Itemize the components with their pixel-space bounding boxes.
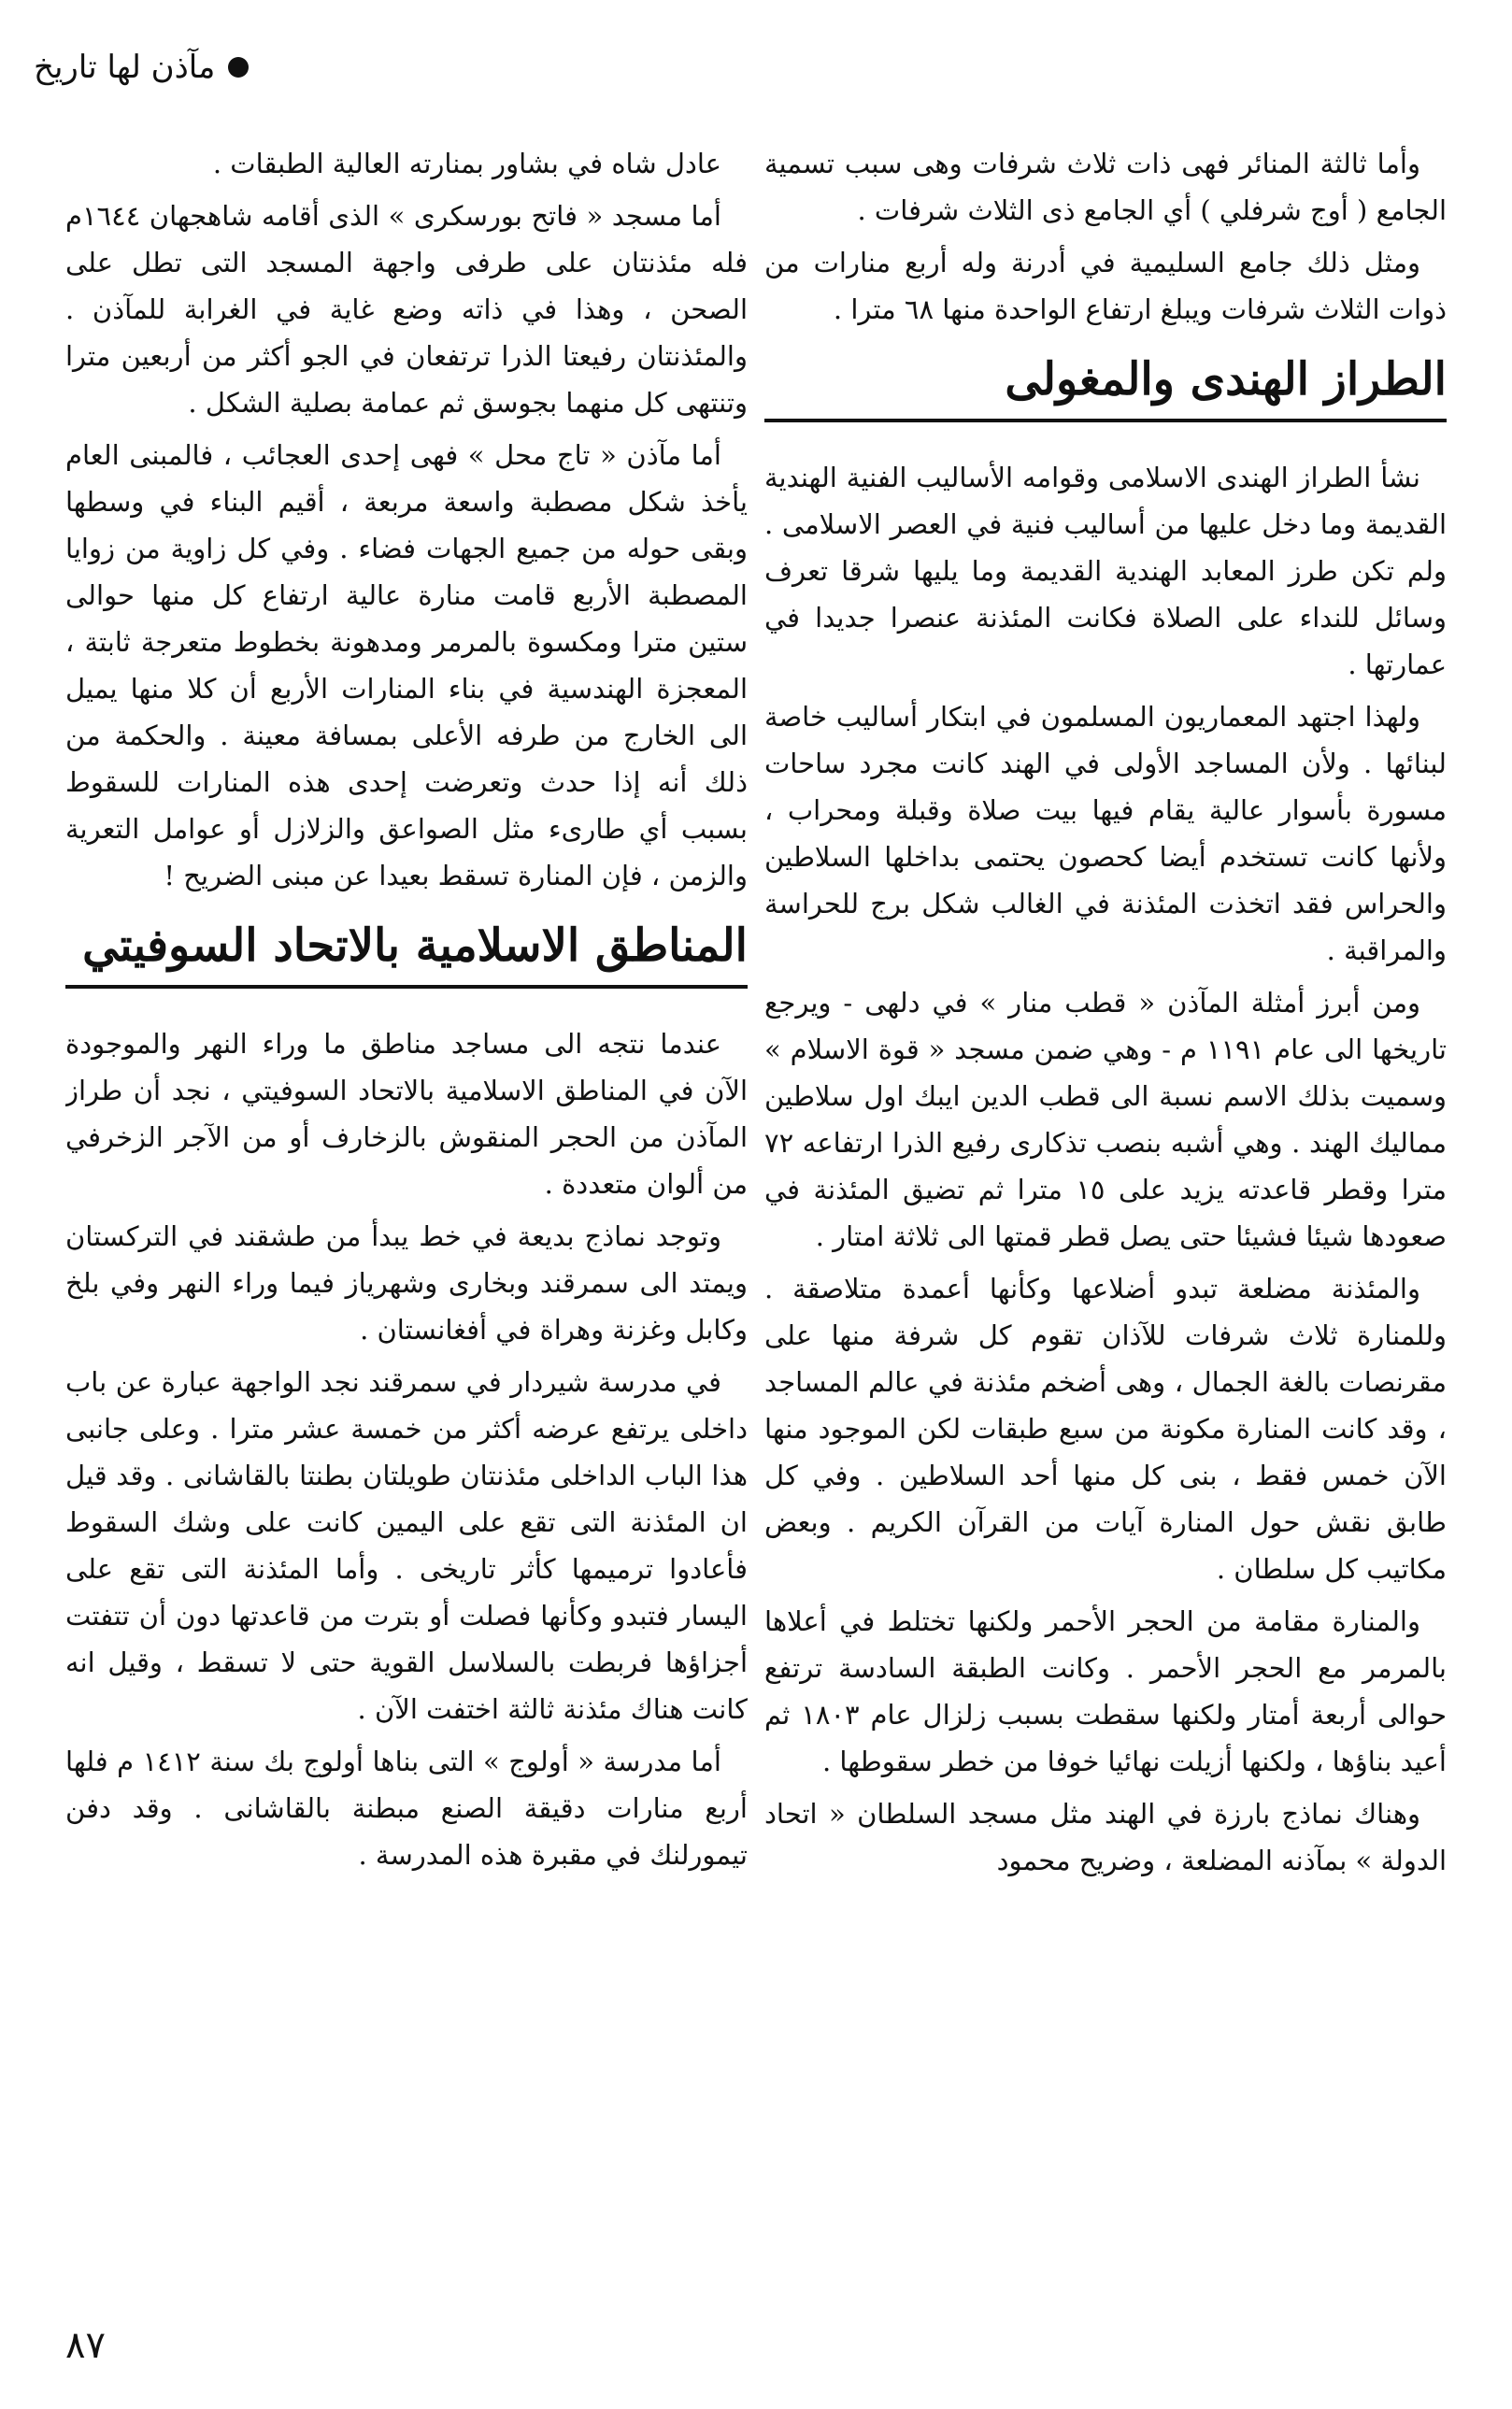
paragraph: وتوجد نماذج بديعة في خط يبدأ من طشقند في التركستان ويمتد الى سمرقند وبخارى وشهرياز فيما وراء النهر وفي بلخ وكابل وغزنة وهراة في أفغانستان . (65, 1220, 748, 1346)
paragraph: أما مسجد « فاتح بورسكرى » الذى أقامه شاهجهان ١٦٤٤م فله مئذنتان على طرفى واجهة المسجد التى تطل على الصحن ، وهذا في ذاته وضع غاية في الغرابة للمآذن . والمئذنتان رفيعتا الذرا ترتفعان في الجو أكثر من أربعين مترا وتنتهى كل منهما بجوسق ثم عمامة بصلية الشكل . (65, 200, 748, 419)
paragraph: ومثل ذلك جامع السليمية في أدرنة وله أربع منارات من ذوات الثلاث شرفات ويبلغ ارتفاع الواحدة منها ٦٨ مترا . (764, 247, 1447, 325)
paragraph: عندما نتجه الى مساجد مناطق ما وراء النهر والموجودة الآن في المناطق الاسلامية بالاتحاد السوفيتي ، نجد أن طراز المآذن من الحجر المنقوش بالزخارف أو من الآجر الزخرفي من ألوان متعددة . (65, 1028, 748, 1200)
section-heading: المناطق الاسلامية بالاتحاد السوفيتي (65, 916, 748, 989)
paragraph: نشأ الطراز الهندى الاسلامى وقوامه الأساليب الفنية الهندية القديمة وما دخل عليها من أساليب فنية في العصر الاسلامى . ولم تكن طرز المعابد الهندية القديمة وما يليها شرقا تعرف وسائل للنداء على الصلاة فكانت المئذنة عنصرا جديدا في عمارتها . (764, 462, 1447, 680)
running-header-title: مآذن لها تاريخ (34, 49, 216, 86)
paragraph: والمئذنة مضلعة تبدو أضلاعها وكأنها أعمدة متلاصقة . وللمنارة ثلاث شرفات للآذان تقوم كل شرفة منها على مقرنصات بالغة الجمال ، وهى أضخم مئذنة في عالم المساجد ، وقد كانت المنارة مكونة من سبع طبقات لكن الموجود منها الآن خمس فقط ، بنى كل منها أحد السلاطين . وفي كل طابق نقش حول المنارة آيات من القرآن الكريم . وبعض مكاتيب كل سلطان . (764, 1273, 1447, 1585)
paragraph: أما مآذن « تاج محل » فهى إحدى العجائب ، فالمبنى العام يأخذ شكل مصطبة واسعة مربعة ، أقيم البناء في وسطها وبقى حوله من جميع الجهات فضاء . وفي كل زاوية من زوايا المصطبة الأربع قامت منارة عالية ارتفاع كل منها حوالى ستين مترا ومكسوة بالمرمر ومدهونة بخطوط متعرجة ثابتة ، المعجزة الهندسية في بناء المنارات الأربع أن كلا منها يميل الى الخارج من طرفه الأعلى بمسافة معينة . والحكمة من ذلك أنه إذا حدث وتعرضت إحدى هذه المنارات للسقوط بسبب أي طارىء مثل الصواعق والزلازل أو عوامل التعرية والزمن ، فإن المنارة تسقط بعيدا عن مبنى الضريح ! (65, 439, 748, 891)
paragraph: ولهذا اجتهد المعماريون المسلمون في ابتكار أساليب خاصة لبنائها . ولأن المساجد الأولى في الهند كانت مجرد ساحات مسورة بأسوار عالية يقام فيها بيت صلاة وقبلة ومحراب ، ولأنها كانت تستخدم أيضا كحصون يحتمى بداخلها السلاطين والحراس فقد اتخذت المئذنة في الغالب شكل برج للحراسة والمراقبة . (764, 701, 1447, 966)
left-column (65, 140, 748, 2317)
running-header (34, 39, 389, 95)
section-heading: الطراز الهندى والمغولى (764, 349, 1447, 422)
paragraph: أما مدرسة « أولوج » التى بناها أولوج بك سنة ١٤١٢ م فلها أربع منارات دقيقة الصنع مبطنة بالقاشانى . وقد دفن تيمورلنك في مقبرة هذه المدرسة . (65, 1746, 748, 1871)
page-number: ٨٧ (65, 2324, 106, 2367)
paragraph: عادل شاه في بشاور بمنارته العالية الطبقات . (212, 148, 721, 179)
paragraph: في مدرسة شيردار في سمرقند نجد الواجهة عبارة عن باب داخلى يرتفع عرضه أكثر من خمسة عشر مترا . وعلى جانبى هذا الباب الداخلى مئذنتان طويلتان بطنتا بالقاشانى . وقد قيل ان المئذنة التى تقع على اليمين كانت على وشك السقوط فأعادوا ترميمها كأثر تاريخى . وأما المئذنة التى تقع على اليسار فتبدو وكأنها فصلت أو بترت من قاعدتها دون أن تتفتت أجزاؤها فربطت بالسلاسل القوية حتى لا تسقط ، وقيل انه كانت هناك مئذنة ثالثة اختفت الآن . (65, 1366, 748, 1725)
paragraph: والمنارة مقامة من الحجر الأحمر ولكنها تختلط في أعلاها بالمرمر مع الحجر الأحمر . وكانت الطبقة السادسة ترتفع حوالى أربعة أمتار ولكنها سقطت بسبب زلزال عام ١٨٠٣ ثم أعيد بناؤها ، ولكنها أزيلت نهائيا خوفا من خطر سقوطها . (764, 1605, 1447, 1777)
bullet-icon (228, 57, 249, 78)
paragraph: وهناك نماذج بارزة في الهند مثل مسجد السلطان « اتحاد الدولة » بمآذنه المضلعة ، وضريح محمود (764, 1798, 1447, 1876)
paragraph: وأما ثالثة المنائر فهى ذات ثلاث شرفات وهى سبب تسمية الجامع ( أوج شرفلي ) أي الجامع ذى الثلاث شرفات . (764, 148, 1447, 226)
paragraph: ومن أبرز أمثلة المآذن « قطب منار » في دلهى - ويرجع تاريخها الى عام ١١٩١ م - وهي ضمن مسجد « قوة الاسلام » وسميت بذلك الاسم نسبة الى قطب الدين ايبك اول سلاطين مماليك الهند . وهي أشبه بنصب تذكارى رفيع الذرا ارتفاعه ٧٢ مترا وقطر قاعدته يزيد على ١٥ مترا ثم تضيق المئذنة في صعودها شيئا فشيئا حتى يصل قطر قمتها الى ثلاثة امتار . (764, 987, 1447, 1252)
right-column (764, 140, 1447, 2317)
